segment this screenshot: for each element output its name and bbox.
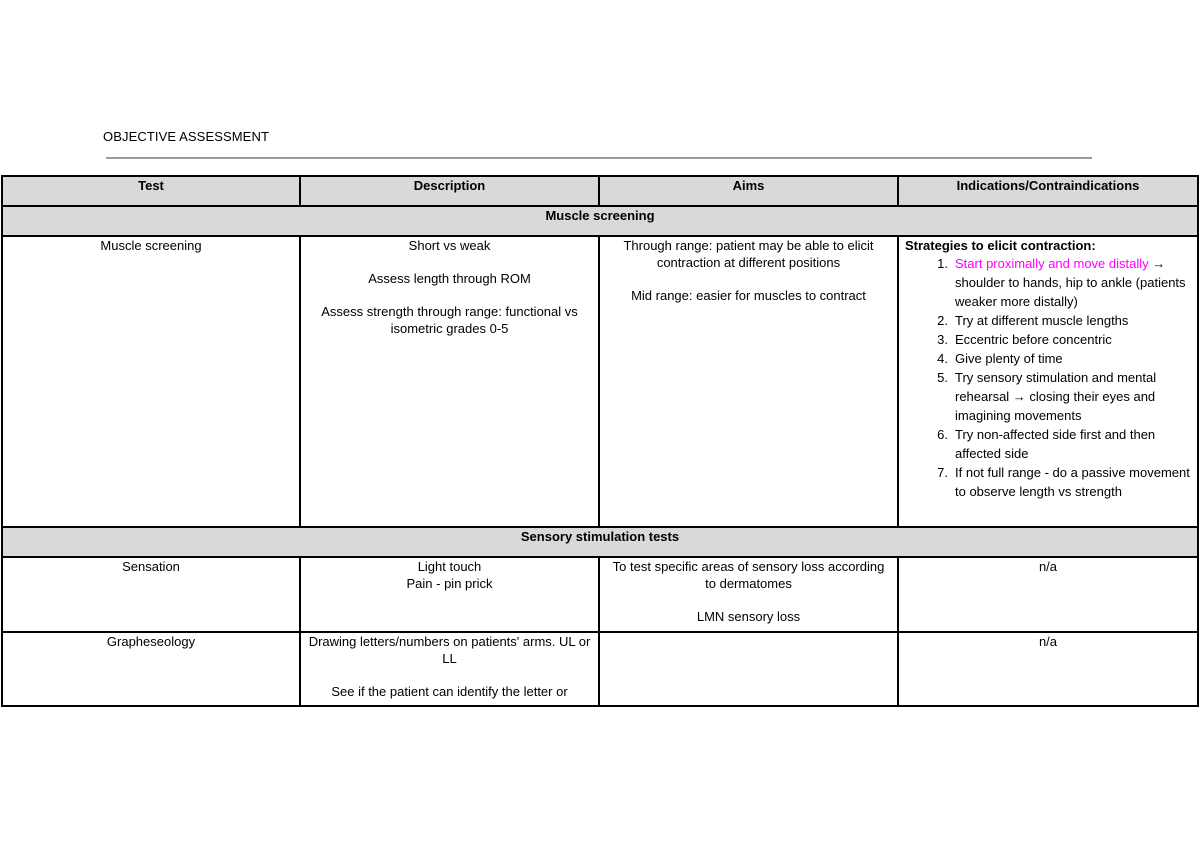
list-item-text: Try at different muscle lengths bbox=[955, 313, 1129, 328]
list-item-number: 1. bbox=[937, 256, 948, 271]
description-line: Drawing letters/numbers on patients' arms. UL or LL bbox=[308, 634, 591, 666]
cell-test: Muscle screening bbox=[2, 236, 300, 527]
description-line: Short vs weak bbox=[408, 238, 491, 253]
column-header-indications: Indications/Contraindications bbox=[898, 176, 1198, 206]
aims-line: To test specific areas of sensory loss according to dermatomes bbox=[612, 559, 885, 591]
list-item bbox=[905, 463, 1191, 501]
cell-aims bbox=[599, 236, 898, 527]
list-item-text: If not full range - do a passive movement to observe length vs strength bbox=[955, 465, 1190, 499]
description-line: Assess length through ROM bbox=[368, 271, 531, 286]
table-row bbox=[2, 632, 1198, 706]
list-item-text: Start proximally and move distally → shoulder to hands, hip to ankle (patients weaker more distally) bbox=[955, 256, 1186, 309]
cell-description bbox=[300, 632, 599, 706]
list-item-number: 4. bbox=[937, 351, 948, 366]
cell-description bbox=[300, 236, 599, 527]
table-header-row bbox=[2, 176, 1198, 206]
cell-description bbox=[300, 557, 599, 632]
description-line: Assess strength through range: functional vs isometric grades 0-5 bbox=[321, 304, 578, 336]
cell-indications bbox=[898, 236, 1198, 527]
list-item-number: 7. bbox=[937, 465, 948, 480]
list-item-text: Try non-affected side first and then affected side bbox=[955, 427, 1156, 461]
list-item bbox=[905, 349, 1191, 368]
section-row bbox=[2, 527, 1198, 557]
list-item bbox=[905, 311, 1191, 330]
cell-test: Grapheseology bbox=[2, 632, 300, 706]
cell-indications: n/a bbox=[898, 632, 1198, 706]
table-row bbox=[2, 236, 1198, 527]
table-row bbox=[2, 557, 1198, 632]
page-heading: OBJECTIVE ASSESSMENT bbox=[103, 129, 269, 144]
list-item-number: 5. bbox=[937, 370, 948, 385]
description-line: See if the patient can identify the letter or bbox=[331, 684, 568, 699]
aims-line: Mid range: easier for muscles to contract bbox=[631, 288, 866, 303]
cell-indications: n/a bbox=[898, 557, 1198, 632]
cell-aims bbox=[599, 557, 898, 632]
aims-line: LMN sensory loss bbox=[696, 609, 801, 624]
cell-test: Sensation bbox=[2, 557, 300, 632]
assessment-table bbox=[1, 175, 1199, 707]
section-row bbox=[2, 206, 1198, 236]
strategies-title: Strategies to elicit contraction: bbox=[905, 238, 1096, 253]
list-item-text: Try sensory stimulation and mental rehearsal → closing their eyes and imagining movements bbox=[955, 370, 1157, 423]
section-title-sensory-stimulation: Sensory stimulation tests bbox=[2, 527, 1198, 557]
strategies-list bbox=[905, 254, 1191, 501]
list-item-number: 3. bbox=[937, 332, 948, 347]
list-item-number: 6. bbox=[937, 427, 948, 442]
heading-divider bbox=[106, 157, 1092, 159]
list-item-number: 2. bbox=[937, 313, 948, 328]
column-header-description: Description bbox=[300, 176, 599, 206]
list-item bbox=[905, 254, 1191, 311]
column-header-aims: Aims bbox=[599, 176, 898, 206]
column-header-test: Test bbox=[2, 176, 300, 206]
list-item-text: Give plenty of time bbox=[955, 351, 1063, 366]
list-item bbox=[905, 425, 1191, 463]
description-line: Light touch Pain - pin prick bbox=[406, 559, 493, 591]
highlighted-text: Start proximally and move distally bbox=[955, 256, 1149, 271]
list-item-text: Eccentric before concentric bbox=[955, 332, 1112, 347]
section-title-muscle-screening: Muscle screening bbox=[2, 206, 1198, 236]
cell-aims bbox=[599, 632, 898, 706]
list-item bbox=[905, 368, 1191, 425]
list-item bbox=[905, 330, 1191, 349]
aims-line: Through range: patient may be able to elicit contraction at different positions bbox=[623, 238, 874, 270]
